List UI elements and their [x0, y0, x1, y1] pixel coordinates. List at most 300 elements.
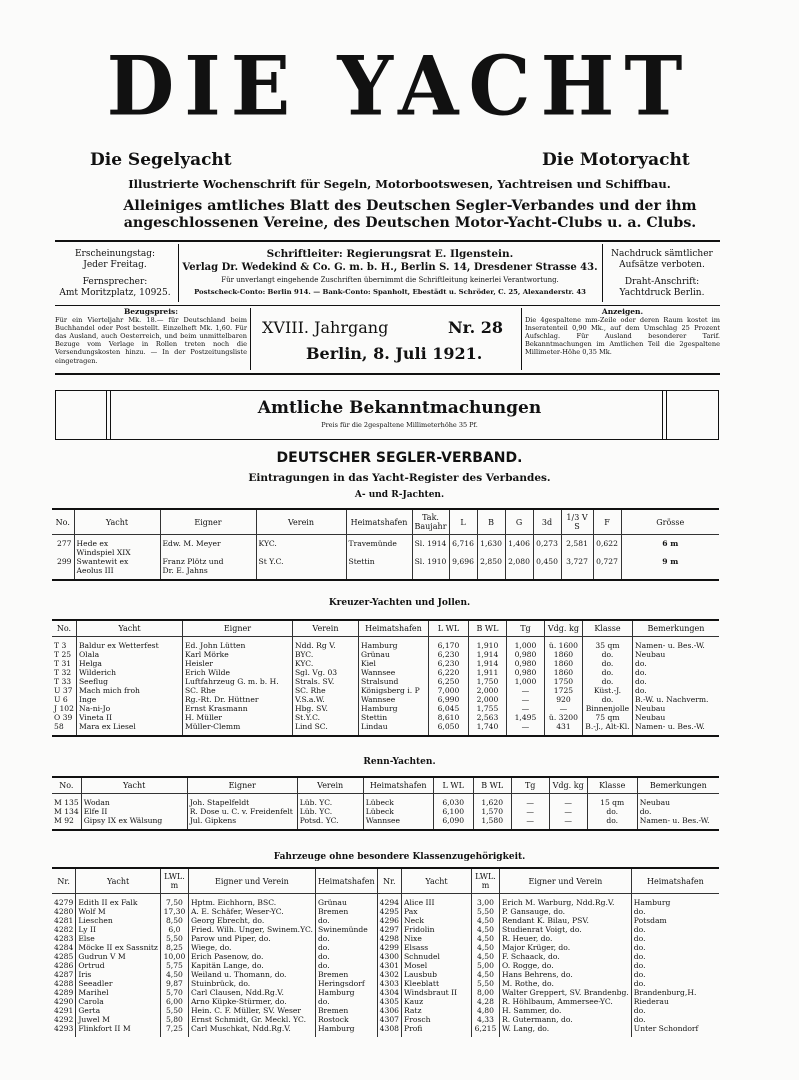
table-row	[52, 637, 719, 651]
table-cell: 4298	[377, 934, 401, 943]
column-header: L WL	[433, 778, 473, 794]
table-cell: St Y.C.	[256, 557, 346, 566]
table-row	[52, 925, 719, 934]
table-cell: M 134	[52, 807, 81, 816]
table-row	[52, 816, 719, 829]
table-cell: Hede ex	[74, 535, 160, 549]
column-header: No.	[52, 510, 74, 535]
table-cell: Brandenburg,H.	[633, 988, 697, 997]
table-header	[52, 778, 719, 794]
table-row	[52, 934, 719, 943]
table-cell: 1,755	[468, 704, 506, 713]
table-cell: Franz Plötz und	[160, 557, 256, 566]
table-row	[52, 677, 719, 686]
table-cell: 7,000	[428, 686, 468, 695]
table-cell: Grünau	[358, 650, 428, 659]
table-row	[52, 686, 719, 695]
table-a-r-jachten	[52, 508, 719, 581]
table-cell: 8,50	[160, 916, 188, 925]
table-cell: 4,33	[471, 1015, 499, 1024]
table-cell: do.	[633, 907, 646, 916]
table-header	[52, 510, 719, 535]
issue-number: Nr. 28	[448, 318, 503, 337]
table-cell: 1,000	[506, 677, 544, 686]
table-cell: Ernst Krasmann	[182, 704, 292, 713]
table-cell: Lindau	[358, 722, 428, 735]
table-cell: 58	[52, 722, 76, 735]
table-cell: Neubau	[634, 650, 666, 659]
fern-value: Amt Moritzplatz, 10925.	[59, 288, 171, 298]
column-header: No.	[52, 621, 76, 637]
table-cell: Profi	[401, 1024, 471, 1037]
table-cell: Hans Behrens, do.	[499, 970, 631, 979]
table-cell: Heringsdorf	[315, 979, 377, 988]
table-cell: Rendant K. Bilau, PSV.	[499, 916, 631, 925]
table-cell: A. E. Schäfer, Weser-YC.	[188, 907, 315, 916]
table-cell: 6 m	[662, 539, 679, 548]
table-cell: do.	[633, 952, 646, 961]
table-cell: 4286	[52, 961, 76, 970]
table-cell: 6,990	[428, 695, 468, 704]
section-renn-label: Renn-Yachten.	[363, 757, 436, 767]
table-cell: Else	[76, 934, 161, 943]
column-header: Yacht	[74, 510, 160, 535]
table-cell: Major Krüger, do.	[499, 943, 631, 952]
table-cell	[256, 566, 346, 579]
table-cell: Wannsee	[358, 668, 428, 677]
table-cell: 7,25	[160, 1024, 188, 1037]
bekanntmachungen-subtitle: Preis für die 2gespaltene Millimeterhöhe 35 Pf.	[321, 421, 478, 429]
rule	[55, 373, 720, 375]
table-cell: Pax	[401, 907, 471, 916]
table-cell: O. Rogge, do.	[499, 961, 631, 970]
anzeigen-title: Anzeigen.	[601, 307, 644, 316]
table-cell: —	[506, 686, 544, 695]
erscheinung-label: Erscheinungstag:	[74, 249, 156, 259]
bezugspreis-text: Für ein Vierteljahr Mk. 18.— für Deutschland beim Buchhandel oder Post bestellt. Einzelheft Mk. 1,60. Für das Ausland, auch Oesterreich, und beim unmittelbaren Bezuge vom Verlage in Rollen treten noch die Versendungskosten hinzu. — In der Postzeitungsliste eingetragen.	[55, 316, 247, 365]
table-cell: 17,30	[160, 907, 188, 916]
table-cell: 4281	[52, 916, 76, 925]
table-cell: do.	[315, 916, 377, 925]
table-row	[52, 695, 719, 704]
table-cell: Carl Muschkat, Ndd.Rg.V.	[188, 1024, 315, 1037]
table-cell: Luftfahrzeug G. m. b. H.	[182, 677, 292, 686]
table-cell: 299	[52, 557, 74, 566]
table-cell: 6,090	[433, 816, 473, 829]
table-cell: 4301	[377, 961, 401, 970]
table-cell: ü. 1600	[544, 637, 582, 651]
table-cell: Kapitän Lange, do.	[188, 961, 315, 970]
table-cell: Sl. 1910	[412, 557, 449, 566]
column-header: Klasse	[582, 621, 632, 637]
table-cell	[52, 548, 74, 557]
table-header	[52, 621, 719, 637]
table-cell: Flinkfort II M	[76, 1024, 161, 1037]
table-cell: Inge	[76, 695, 182, 704]
table-cell: B.-J., Alt-Kl.	[582, 722, 632, 735]
table-cell: 4283	[52, 934, 76, 943]
column-header: Yacht	[76, 621, 182, 637]
table-cell: 1725	[544, 686, 582, 695]
table-cell: 2,000	[468, 695, 506, 704]
table-cell: do.	[582, 650, 632, 659]
table-cell	[412, 548, 449, 557]
table-cell: do.	[633, 934, 646, 943]
table-cell: 5,80	[160, 1015, 188, 1024]
table-cell: 35 qm	[582, 637, 632, 651]
table-cell	[256, 548, 346, 557]
table-cell: 1,914	[468, 650, 506, 659]
table-cell: 6,030	[433, 794, 473, 808]
table-cell: do.	[582, 659, 632, 668]
table-cell: 1,580	[473, 816, 511, 829]
table-cell: Walter Greppert, SV. Brandenbg.	[499, 988, 631, 997]
table-row	[52, 961, 719, 970]
table-cell: Elfe II	[81, 807, 187, 816]
column-header: Verein	[297, 778, 363, 794]
table-cell: M 92	[52, 816, 81, 829]
table-row	[52, 943, 719, 952]
column-header: Verein	[256, 510, 346, 535]
table-cell: 6,045	[428, 704, 468, 713]
table-cell: Wilderich	[76, 668, 182, 677]
table-cell: do.	[582, 668, 632, 677]
table-cell: Na-ni-Jo	[76, 704, 182, 713]
table-cell: do.	[633, 1006, 646, 1015]
table-cell: 5,50	[471, 979, 499, 988]
table-cell: 1,630	[477, 535, 505, 549]
table-cell: T 32	[52, 668, 76, 677]
table-cell: 5,70	[160, 988, 188, 997]
table-cell: do.	[582, 695, 632, 704]
table-cell: SC. Rhe	[182, 686, 292, 695]
konten: Postscheck-Conto: Berlin 914. — Bank-Conto: Spanholt, Ebestädt u. Schröder, C. 25, Alexanderstr. 43	[194, 288, 586, 296]
table-cell: —	[511, 816, 549, 829]
table-cell: Fried. Wilh. Unger, Swinem.YC.	[188, 925, 315, 934]
table-cell: Stuinbrück, do.	[188, 979, 315, 988]
table-cell: 6,170	[428, 637, 468, 651]
table-cell: Nixe	[401, 934, 471, 943]
table-cell: Möcke II ex Sassnitz	[76, 943, 161, 952]
table-row	[52, 979, 719, 988]
table-row	[52, 807, 719, 816]
table-cell: do.	[315, 934, 377, 943]
table-cell: 4299	[377, 943, 401, 952]
column-header: Nr.	[52, 869, 76, 894]
table-cell	[346, 548, 412, 557]
column-header: B	[477, 510, 505, 535]
table-cell: Schnudel	[401, 952, 471, 961]
table-cell: 1,914	[468, 659, 506, 668]
table-cell: Gerta	[76, 1006, 161, 1015]
table-row	[52, 722, 719, 735]
table-cell: 4303	[377, 979, 401, 988]
subtitle-segelyacht: Die Segelyacht	[90, 150, 232, 170]
section-renn	[0, 757, 799, 767]
table-cell: Erich Wilde	[182, 668, 292, 677]
table-cell: 2,080	[505, 557, 533, 566]
table-cell: do.	[587, 807, 637, 816]
table-cell: 4,50	[471, 916, 499, 925]
table-cell: Namen- u. Bes.-W.	[639, 816, 710, 825]
section-kreuzer-label: Kreuzer-Yachten und Jollen.	[328, 598, 471, 608]
table-cell: Neubau	[639, 798, 670, 807]
table-cell: M. Rothe, do.	[499, 979, 631, 988]
table-cell: Hamburg	[315, 988, 377, 997]
table-cell: 4304	[377, 988, 401, 997]
table-cell: 6,215	[471, 1024, 499, 1037]
table-cell: 4307	[377, 1015, 401, 1024]
table-row	[52, 970, 719, 979]
column-header: Heimatshafen	[631, 869, 719, 894]
table-cell: Seeadler	[76, 979, 161, 988]
table-cell: Neck	[401, 916, 471, 925]
table-cell: Helga	[76, 659, 182, 668]
table-cell: F. Schaack, do.	[499, 952, 631, 961]
table-cell: Windspiel XIX	[74, 548, 160, 557]
table-cell: 8,00	[471, 988, 499, 997]
erscheinung-value: Jeder Freitag.	[83, 260, 147, 270]
table-row	[52, 548, 719, 557]
table-cell: Sl. 1914	[412, 535, 449, 549]
table-cell	[621, 566, 719, 579]
table-cell: 9,87	[160, 979, 188, 988]
table-kreuzer	[52, 619, 719, 737]
table-cell: BYC.	[292, 650, 358, 659]
table-cell: Baldur ex Wetterfest	[76, 637, 182, 651]
rule	[55, 240, 720, 242]
table-cell: 5,75	[160, 961, 188, 970]
table-cell: 4289	[52, 988, 76, 997]
column-header: Tak. Baujahr	[412, 510, 449, 535]
table-cell: 4296	[377, 916, 401, 925]
table-cell: 0,980	[506, 668, 544, 677]
table-cell: 6,100	[433, 807, 473, 816]
table-cell: Travemünde	[346, 535, 412, 549]
table-cell: 4,50	[160, 970, 188, 979]
table-cell: Namen- u. Bes.-W.	[634, 641, 705, 650]
table-row	[52, 794, 719, 808]
table-cell: 2,000	[468, 686, 506, 695]
table-cell	[593, 566, 621, 579]
table-cell: 4,28	[471, 997, 499, 1006]
table-row	[52, 952, 719, 961]
table-cell: —	[549, 794, 587, 808]
table-cell: KYC.	[256, 535, 346, 549]
table-cell: SC. Rhe	[292, 686, 358, 695]
table-cell: 4297	[377, 925, 401, 934]
table-cell: 5,00	[471, 961, 499, 970]
table-cell	[346, 566, 412, 579]
table-cell: Elsass	[401, 943, 471, 952]
table-cell: Carola	[76, 997, 161, 1006]
table-cell	[477, 548, 505, 557]
column-header: Grösse	[621, 510, 719, 535]
table-cell: 1750	[544, 677, 582, 686]
official-line-2: angeschlossenen Vereine, des Deutschen Motor-Yacht-Clubs u. a. Clubs.	[123, 215, 697, 231]
table-cell: Ndd. Rg V.	[292, 637, 358, 651]
table-cell: T 31	[52, 659, 76, 668]
table-cell: Aeolus III	[74, 566, 160, 579]
table-cell: do.	[633, 961, 646, 970]
table-header	[52, 869, 719, 894]
table-cell: Lüb. YC.	[297, 807, 363, 816]
table-cell: R. Gutermann, do.	[499, 1015, 631, 1024]
table-cell: Edw. M. Meyer	[160, 535, 256, 549]
table-cell: do.	[315, 961, 377, 970]
table-cell: do.	[315, 997, 377, 1006]
table-cell: Strals. SV.	[292, 677, 358, 686]
table-cell: 6,0	[160, 925, 188, 934]
table-cell: 1,911	[468, 668, 506, 677]
anzeigen-block	[525, 308, 720, 357]
table-cell: Potsdam	[633, 916, 667, 925]
info-verlag	[180, 248, 600, 298]
table-row	[52, 535, 719, 549]
table-cell: do.	[634, 659, 647, 668]
table-cell: Erich M. Warburg, Ndd.Rg.V.	[499, 894, 631, 908]
table-row	[52, 997, 719, 1006]
table-cell: 6,230	[428, 650, 468, 659]
table-cell: 1860	[544, 659, 582, 668]
table-cell: 4279	[52, 894, 76, 908]
table-cell: U 37	[52, 686, 76, 695]
table-cell: Mara ex Liesel	[76, 722, 182, 735]
table-cell: Marihel	[76, 988, 161, 997]
table-cell: 0,450	[533, 557, 561, 566]
table-cell: 6,230	[428, 659, 468, 668]
column-header: Nr.	[377, 869, 401, 894]
table-renn	[52, 776, 719, 831]
table-cell: 3,00	[471, 894, 499, 908]
table-cell: 4291	[52, 1006, 76, 1015]
table-cell	[505, 566, 533, 579]
column-header: No.	[52, 778, 81, 794]
rule	[55, 305, 720, 306]
table-cell: 4,50	[471, 943, 499, 952]
info-erscheinung	[55, 249, 175, 299]
table-cell: Seeflug	[76, 677, 182, 686]
table-cell: Rostock	[315, 1015, 377, 1024]
table-cell: Ratz	[401, 1006, 471, 1015]
table-cell: Fridolin	[401, 925, 471, 934]
divider	[250, 308, 251, 370]
table-cell: Stettin	[346, 557, 412, 566]
table-cell: Stettin	[358, 713, 428, 722]
table-row	[52, 1006, 719, 1015]
table-cell: Riederau	[633, 997, 669, 1006]
table-cell: —	[511, 807, 549, 816]
table-row	[52, 894, 719, 908]
table-row	[52, 566, 719, 579]
info-nachdruck	[604, 249, 720, 299]
table-cell: Hamburg	[633, 898, 671, 907]
table-cell: T 25	[52, 650, 76, 659]
table-cell	[449, 548, 477, 557]
nachdruck-2: Aufsätze verboten.	[619, 260, 705, 270]
table-cell: 6,00	[160, 997, 188, 1006]
column-header: Heimatshafen	[358, 621, 428, 637]
table-cell: 3,727	[561, 557, 593, 566]
column-header: Vdg. kg	[544, 621, 582, 637]
table-cell: Weiland u. Thomann, do.	[188, 970, 315, 979]
anzeigen-text: Die 4gespaltene mm-Zeile oder deren Raum kostet im Inseratenteil 0,90 Mk., auf dem Umschlag 25 Prozent Aufschlag. Für Ausland besonderer Tarif. Bekanntmachungen im Amtlichen Teil die 2gespaltene Millimeter-Höhe 0,35 Mk.	[525, 316, 720, 357]
table-cell: ü. 3200	[544, 713, 582, 722]
table-cell: do.	[315, 943, 377, 952]
column-header: Eigner und Verein	[188, 869, 315, 894]
fern-label: Fernsprecher:	[82, 277, 148, 287]
section-fahrzeuge	[0, 852, 799, 862]
table-cell: do.	[639, 807, 652, 816]
table-cell: 4292	[52, 1015, 76, 1024]
table-cell: P. Gansauge, do.	[499, 907, 631, 916]
table-row	[52, 1024, 719, 1037]
table-cell: —	[506, 695, 544, 704]
table-cell: 2,581	[561, 535, 593, 549]
column-header: Heimatshafen	[346, 510, 412, 535]
table-cell: Bremen	[315, 907, 377, 916]
column-header: L WL	[428, 621, 468, 637]
table-cell: 4,50	[471, 934, 499, 943]
table-cell: 4295	[377, 907, 401, 916]
table-cell: Gudrun V M	[76, 952, 161, 961]
table-cell: Wannsee	[363, 816, 433, 829]
table-cell: do.	[633, 925, 646, 934]
table-cell: 4280	[52, 907, 76, 916]
table-cell: Wannsee	[358, 695, 428, 704]
column-header: Vdg. kg	[549, 778, 587, 794]
table-cell	[160, 548, 256, 557]
column-header: Eigner und Verein	[499, 869, 631, 894]
table-cell: 4294	[377, 894, 401, 908]
table-cell: do.	[634, 677, 647, 686]
table-cell: 2,850	[477, 557, 505, 566]
haftung: Für unverlangt eingehende Zuschriften übernimmt die Schriftleitung keinerlei Verantwortung.	[221, 276, 559, 284]
table-cell: Wodan	[81, 794, 187, 808]
table-cell: 8,610	[428, 713, 468, 722]
table-cell	[561, 548, 593, 557]
table-cell: Kiel	[358, 659, 428, 668]
table-cell: 1,910	[468, 637, 506, 651]
table-cell: —	[506, 722, 544, 735]
table-cell	[593, 548, 621, 557]
table-cell: 4,50	[471, 925, 499, 934]
table-row	[52, 659, 719, 668]
table-cell: T 33	[52, 677, 76, 686]
table-cell: Swantewit ex	[74, 557, 160, 566]
table-cell: Hamburg	[358, 704, 428, 713]
table-cell: Küst.-J.	[582, 686, 632, 695]
table-cell: M 135	[52, 794, 81, 808]
table-cell: 4285	[52, 952, 76, 961]
table-cell: 4302	[377, 970, 401, 979]
table-cell: Sgl. Vg. 03	[292, 668, 358, 677]
section-fahrzeuge-label: Fahrzeuge ohne besondere Klassenzugehörigkeit.	[273, 852, 526, 862]
table-cell: —	[549, 816, 587, 829]
column-header: L	[449, 510, 477, 535]
table-cell: Unter Schondorf	[633, 1024, 699, 1033]
table-cell: —	[544, 704, 582, 713]
table-cell: 0,273	[533, 535, 561, 549]
table-cell: Kauz	[401, 997, 471, 1006]
table-cell: 920	[544, 695, 582, 704]
table-cell: Heisler	[182, 659, 292, 668]
table-row	[52, 650, 719, 659]
table-cell: J 102	[52, 704, 76, 713]
table-cell: 4,50	[471, 952, 499, 961]
schriftleiter: Schriftleiter: Regierungsrat E. Ilgenstein.	[266, 248, 514, 260]
table-cell: Wolf M	[76, 907, 161, 916]
